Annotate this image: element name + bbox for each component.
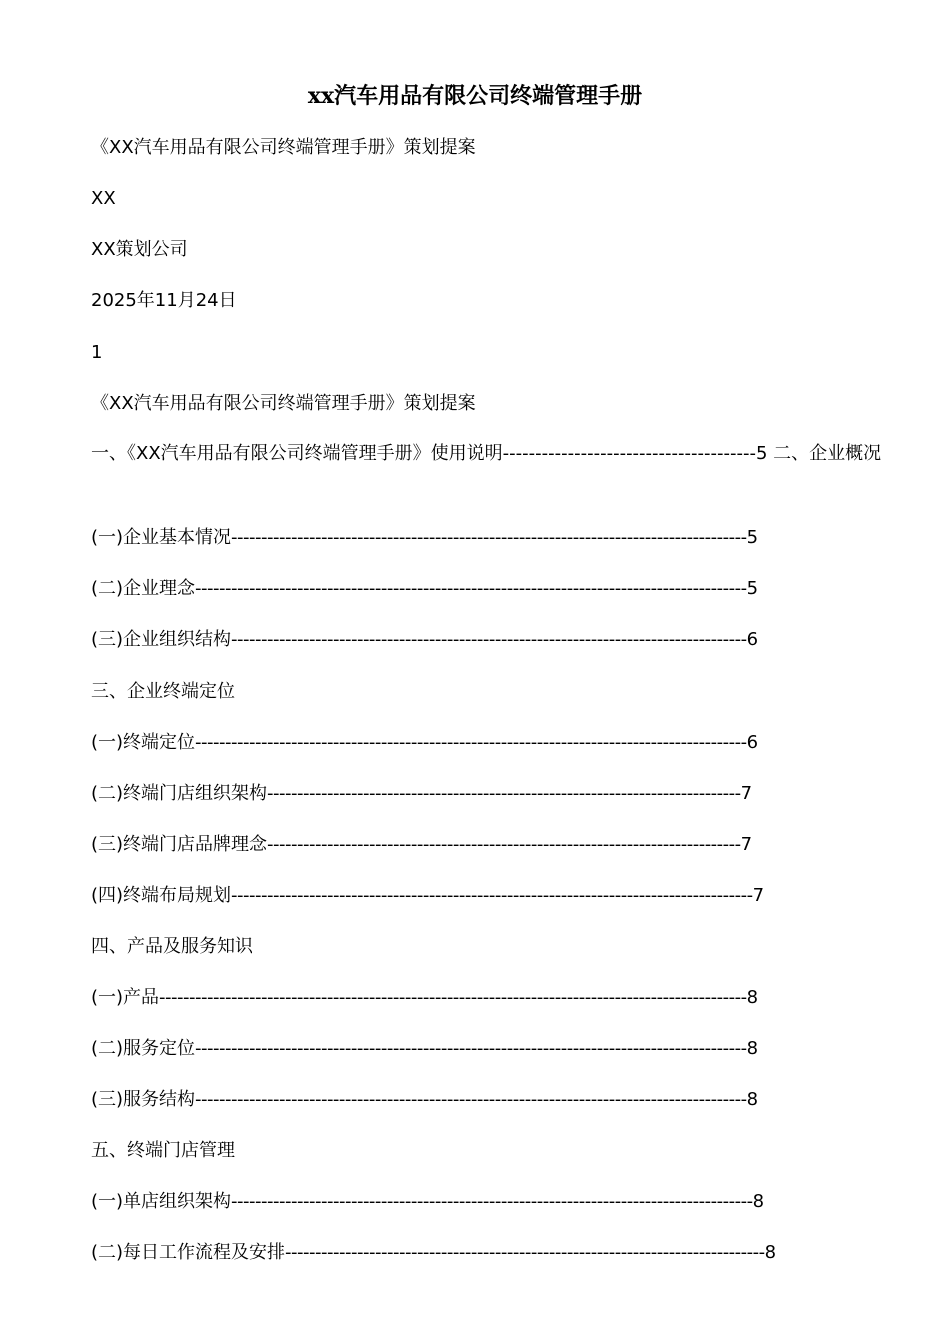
toc-entry [91,577,758,601]
toc-entry-label: 三、企业终端定位 [91,681,235,702]
toc-leader: ------------------------------------------------------------------------------- [267,834,741,855]
toc-entry-label: (四)终端布局规划 [91,885,232,906]
toc-leader: -------------------------------------------------------------------------------------- [231,629,747,650]
toc-page-number: 8 [746,987,759,1008]
toc-leader: -------------------------------------------------------------------------------------------- [195,732,747,753]
toc-leader: -------------------------------------------------------------------------------------------- [195,1089,747,1110]
toc-heading: 《XX汽车用品有限公司终端管理手册》策划提案 [91,393,476,414]
toc-section-heading [91,680,235,704]
toc-entry-label: 四、产品及服务知识 [91,936,253,957]
toc-entry [91,782,752,806]
toc-page-number: 7 [740,834,753,855]
toc-entry [91,526,758,550]
toc-entry [91,986,758,1010]
toc-entry [91,731,758,755]
toc-leader: -------------------------------------------------------------------------------------------------- [159,987,747,1008]
toc-section-heading [91,1139,235,1163]
toc-page-number: 7 [752,885,765,906]
toc-page-number: 8 [764,1242,777,1263]
toc-page-number: 8 [746,1038,759,1059]
toc-entry-label: (一)终端定位 [91,732,196,753]
toc-entry-label: (一)产品 [91,987,160,1008]
subtitle: 《XX汽车用品有限公司终端管理手册》策划提案 [91,137,476,158]
company: XX策划公司 [91,239,188,260]
toc-page-number: 6 [746,732,759,753]
toc-entry-label: (三)服务结构 [91,1089,196,1110]
toc-entry [91,833,752,857]
author: XX [91,188,116,209]
toc-page-number: 5 [746,527,759,548]
page-number: 1 [91,342,103,363]
date: 2025年11月24日 [91,290,237,311]
toc-entry [91,1241,776,1265]
toc-entry-label: (二)企业理念 [91,578,196,599]
toc-leader: -------------------------------------------------------------------------------------------- [195,1038,747,1059]
toc-entry [91,1037,758,1061]
toc-entry-label: (二)终端门店组织架构 [91,783,268,804]
toc-entry-label: (三)终端门店品牌理念 [91,834,268,855]
toc-intro-paragraph: 一、《XX汽车用品有限公司终端管理手册》使用说明---------------------------------------5 二、企业概况 [91,443,882,464]
toc-leader: --------------------------------------------------------------------------------------- [231,1191,753,1212]
toc-entry-label: (二)每日工作流程及安排 [91,1242,286,1263]
document-title: xx汽车用品有限公司终端管理手册 [307,83,643,109]
toc-entry-label: (二)服务定位 [91,1038,196,1059]
toc-page-number: 8 [746,1089,759,1110]
toc-page-number: 8 [752,1191,765,1212]
toc-page-number: 6 [746,629,759,650]
toc-entry-label: (一)单店组织架构 [91,1191,232,1212]
toc-leader: -------------------------------------------------------------------------------------- [231,527,747,548]
toc-page-number: 7 [740,783,753,804]
toc-entry-label: 五、终端门店管理 [91,1140,235,1161]
toc-leader: -------------------------------------------------------------------------------------------- [195,578,747,599]
toc-leader: --------------------------------------------------------------------------------------- [231,885,753,906]
toc-leader: ------------------------------------------------------------------------------- [267,783,741,804]
toc-leader: -------------------------------------------------------------------------------- [285,1242,765,1263]
toc-entry-label: (三)企业组织结构 [91,629,232,650]
toc-entry [91,1088,758,1112]
toc-entry [91,1190,764,1214]
toc-page-number: 5 [746,578,759,599]
toc-section-heading [91,935,253,959]
toc-entry-label: (一)企业基本情况 [91,527,232,548]
toc-entry [91,884,764,908]
toc-entry [91,628,758,652]
